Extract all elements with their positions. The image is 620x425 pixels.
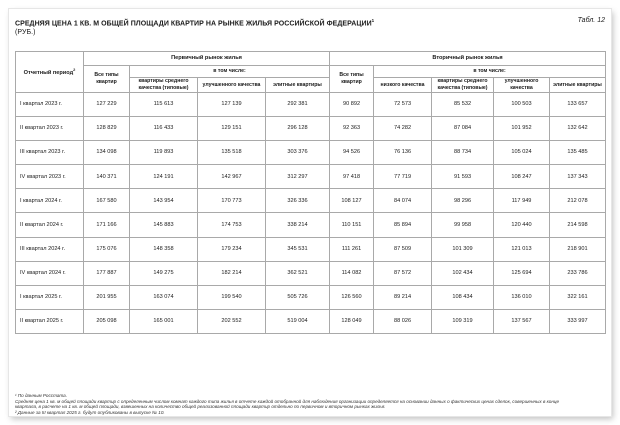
period-cell: III квартал 2024 г.	[16, 237, 84, 261]
document-page	[9, 9, 611, 416]
value-cell: 174 753	[198, 213, 266, 237]
table-row	[16, 189, 606, 213]
value-cell: 296 128	[266, 117, 330, 141]
value-cell: 132 642	[550, 117, 606, 141]
value-cell: 505 726	[266, 285, 330, 309]
table-row	[16, 141, 606, 165]
value-cell: 108 127	[330, 189, 374, 213]
value-cell: 170 773	[198, 189, 266, 213]
value-cell: 108 247	[494, 165, 550, 189]
value-cell: 87 572	[374, 261, 432, 285]
period-cell: I квартал 2024 г.	[16, 189, 84, 213]
primary-improved-header: улучшенного качества	[198, 78, 266, 93]
footnote-method-line2: квартала, в расчете на 1 кв. м общей площади, взвешенных на количество общей реализованной площади квартир отдельно по первичном и вторичном рынках жилья.	[15, 404, 386, 410]
value-cell: 99 958	[432, 213, 494, 237]
value-cell: 338 214	[266, 213, 330, 237]
value-cell: 98 296	[432, 189, 494, 213]
value-cell: 109 319	[432, 309, 494, 333]
value-cell: 362 521	[266, 261, 330, 285]
value-cell: 205 098	[84, 309, 130, 333]
value-cell: 135 518	[198, 141, 266, 165]
table-row	[16, 261, 606, 285]
value-cell: 202 552	[198, 309, 266, 333]
value-cell: 218 901	[550, 237, 606, 261]
secondary-improved-header: улучшенного качества	[494, 78, 550, 93]
value-cell: 124 191	[130, 165, 198, 189]
value-cell: 175 076	[84, 237, 130, 261]
period-cell: II квартал 2025 г.	[16, 309, 84, 333]
value-cell: 143 954	[130, 189, 198, 213]
value-cell: 303 376	[266, 141, 330, 165]
value-cell: 74 282	[374, 117, 432, 141]
value-cell: 326 336	[266, 189, 330, 213]
primary-all-types-header: Все типы квартир	[84, 66, 130, 93]
value-cell: 92 363	[330, 117, 374, 141]
value-cell: 199 540	[198, 285, 266, 309]
value-cell: 119 893	[130, 141, 198, 165]
footnotes	[15, 393, 575, 415]
value-cell: 201 955	[84, 285, 130, 309]
secondary-including-header: в том числе:	[374, 66, 606, 78]
value-cell: 101 309	[432, 237, 494, 261]
primary-market-header: Первичный рынок жилья	[84, 52, 330, 66]
table-row	[16, 309, 606, 333]
value-cell: 333 997	[550, 309, 606, 333]
secondary-all-types-header: Все типы квартир	[330, 66, 374, 93]
value-cell: 129 151	[198, 117, 266, 141]
period-cell: I квартал 2025 г.	[16, 285, 84, 309]
value-cell: 110 151	[330, 213, 374, 237]
secondary-low-header: низкого качества	[374, 78, 432, 93]
value-cell: 136 010	[494, 285, 550, 309]
title-footnote-mark: 1	[371, 18, 375, 23]
value-cell: 105 024	[494, 141, 550, 165]
value-cell: 212 078	[550, 189, 606, 213]
value-cell: 126 560	[330, 285, 374, 309]
value-cell: 137 567	[494, 309, 550, 333]
value-cell: 135 485	[550, 141, 606, 165]
value-cell: 102 434	[432, 261, 494, 285]
value-cell: 149 275	[130, 261, 198, 285]
value-cell: 177 887	[84, 261, 130, 285]
period-cell: IV квартал 2023 г.	[16, 165, 84, 189]
value-cell: 322 161	[550, 285, 606, 309]
value-cell: 108 434	[432, 285, 494, 309]
value-cell: 167 580	[84, 189, 130, 213]
value-cell: 233 786	[550, 261, 606, 285]
value-cell: 128 829	[84, 117, 130, 141]
table-row	[16, 285, 606, 309]
period-cell: II квартал 2023 г.	[16, 117, 84, 141]
table-number: Табл. 12	[577, 17, 605, 24]
value-cell: 179 234	[198, 237, 266, 261]
primary-elite-header: элитные квартиры	[266, 78, 330, 93]
value-cell: 77 719	[374, 165, 432, 189]
value-cell: 101 952	[494, 117, 550, 141]
value-cell: 85 894	[374, 213, 432, 237]
table-title	[15, 16, 485, 37]
table-row	[16, 237, 606, 261]
title-text: СРЕДНЯЯ ЦЕНА 1 КВ. М ОБЩЕЙ ПЛОЩАДИ КВАРТИР НА РЫНКЕ ЖИЛЬЯ РОССИЙСКОЙ ФЕДЕРАЦИИ	[15, 20, 372, 28]
value-cell: 85 532	[432, 93, 494, 117]
value-cell: 94 526	[330, 141, 374, 165]
value-cell: 87 084	[432, 117, 494, 141]
value-cell: 117 949	[494, 189, 550, 213]
primary-including-header: в том числе:	[130, 66, 330, 78]
value-cell: 133 657	[550, 93, 606, 117]
value-cell: 115 613	[130, 93, 198, 117]
unit-label: (РУБ.)	[15, 29, 36, 37]
table-row	[16, 93, 606, 117]
value-cell: 88 026	[374, 309, 432, 333]
value-cell: 128 049	[330, 309, 374, 333]
price-table	[15, 51, 606, 334]
value-cell: 84 074	[374, 189, 432, 213]
period-column-header: Отчетный период$^2$	[16, 52, 84, 93]
table-row	[16, 165, 606, 189]
period-cell: II квартал 2024 г.	[16, 213, 84, 237]
value-cell: 89 214	[374, 285, 432, 309]
value-cell: 72 573	[374, 93, 432, 117]
value-cell: 76 136	[374, 141, 432, 165]
value-cell: 111 261	[330, 237, 374, 261]
value-cell: 88 734	[432, 141, 494, 165]
value-cell: 145 883	[130, 213, 198, 237]
period-cell: I квартал 2023 г.	[16, 93, 84, 117]
period-cell: III квартал 2023 г.	[16, 141, 84, 165]
value-cell: 121 013	[494, 237, 550, 261]
period-cell: IV квартал 2024 г.	[16, 261, 84, 285]
value-cell: 87 509	[374, 237, 432, 261]
value-cell: 171 166	[84, 213, 130, 237]
value-cell: 214 598	[550, 213, 606, 237]
footnote-publication: ² Данные за III квартал 2025 г. будут опубликованы в выпуске № 10.	[15, 409, 165, 415]
value-cell: 116 433	[130, 117, 198, 141]
value-cell: 165 001	[130, 309, 198, 333]
value-cell: 97 418	[330, 165, 374, 189]
value-cell: 182 214	[198, 261, 266, 285]
table-row	[16, 117, 606, 141]
value-cell: 345 531	[266, 237, 330, 261]
footnote-source: ¹ По данным Росстата.	[15, 393, 68, 398]
primary-standard-header: квартиры среднего качества (типовые)	[130, 78, 198, 93]
secondary-elite-header: элитные квартиры	[550, 78, 606, 93]
value-cell: 91 593	[432, 165, 494, 189]
footnote-method-line1: Средняя цена 1 кв. м общей площади квартир с определенным числом комнат каждого типа жилья в отчете каждой отобранной для наблюдения организации определяется на основании данных о фактических ценах сделок, совершенных в конце	[15, 398, 560, 404]
value-cell: 312 297	[266, 165, 330, 189]
table-row	[16, 213, 606, 237]
value-cell: 163 074	[130, 285, 198, 309]
value-cell: 148 358	[130, 237, 198, 261]
value-cell: 519 004	[266, 309, 330, 333]
value-cell: 137 343	[550, 165, 606, 189]
value-cell: 127 139	[198, 93, 266, 117]
value-cell: 125 694	[494, 261, 550, 285]
value-cell: 292 381	[266, 93, 330, 117]
value-cell: 127 229	[84, 93, 130, 117]
value-cell: 140 371	[84, 165, 130, 189]
secondary-market-header: Вторичный рынок жилья	[330, 52, 606, 66]
value-cell: 120 440	[494, 213, 550, 237]
value-cell: 134 098	[84, 141, 130, 165]
secondary-standard-header: квартиры среднего качества (типовые)	[432, 78, 494, 93]
value-cell: 114 082	[330, 261, 374, 285]
value-cell: 90 892	[330, 93, 374, 117]
value-cell: 142 967	[198, 165, 266, 189]
value-cell: 100 503	[494, 93, 550, 117]
